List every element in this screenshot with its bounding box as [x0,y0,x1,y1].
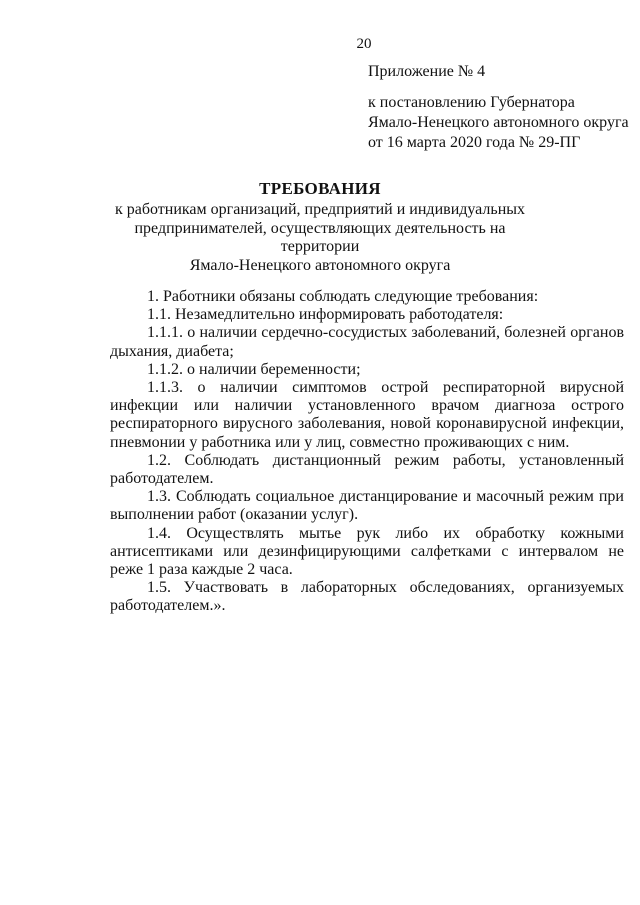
paragraph: 1.1.2. о наличии беременности; [147,360,361,378]
page-number: 20 [356,36,372,52]
paragraph: 1.1.3. о наличии симптомов острой респираторной вирусной инфекции или наличии установленного врачом диагноза острого респираторного вирусного заболевания, новой коронавирусной инфекции, пневмонии у работника или у лиц, совместно проживающих с ним. [110,379,624,451]
appendix-label: Приложение № 4 [368,63,486,80]
document-title: ТРЕБОВАНИЯ [259,179,381,198]
subtitle-line: Ямало-Ненецкого автономного округа [189,257,451,274]
paragraph: 1.1. Незамедлительно информировать работодателя: [147,306,504,324]
decree-line: Ямало-Ненецкого автономного округа [368,114,629,131]
title-block [100,178,540,275]
subtitle-line: предпринимателей, осуществляющих деятельность на территории [134,220,506,255]
paragraph: 1. Работники обязаны соблюдать следующие требования: [147,288,539,305]
requirements-body [110,288,624,616]
paragraph: 1.4. Осуществлять мытье рук либо их обработку кожными антисептиками или дезинфицирующими салфетками с интервалом не реже 1 раза каждые 2 часа. [110,524,624,579]
paragraph: 1.1.1. о наличии сердечно-сосудистых заболеваний, болезней органов дыхания, диабета; [110,324,624,360]
paragraph: 1.2. Соблюдать дистанционный режим работы, установленный работодателем. [110,451,624,488]
decree-line: от 16 марта 2020 года № 29-ПГ [368,134,581,151]
decree-reference [368,93,629,153]
subtitle-line: к работникам организаций, предприятий и индивидуальных [114,201,526,218]
paragraph: 1.3. Соблюдать социальное дистанцирование и масочный режим при выполнении работ (оказании услуг). [110,488,624,524]
decree-line: к постановлению Губернатора [368,94,575,111]
paragraph: 1.5. Участвовать в лабораторных обследованиях, организуемых работодателем.». [110,579,624,615]
